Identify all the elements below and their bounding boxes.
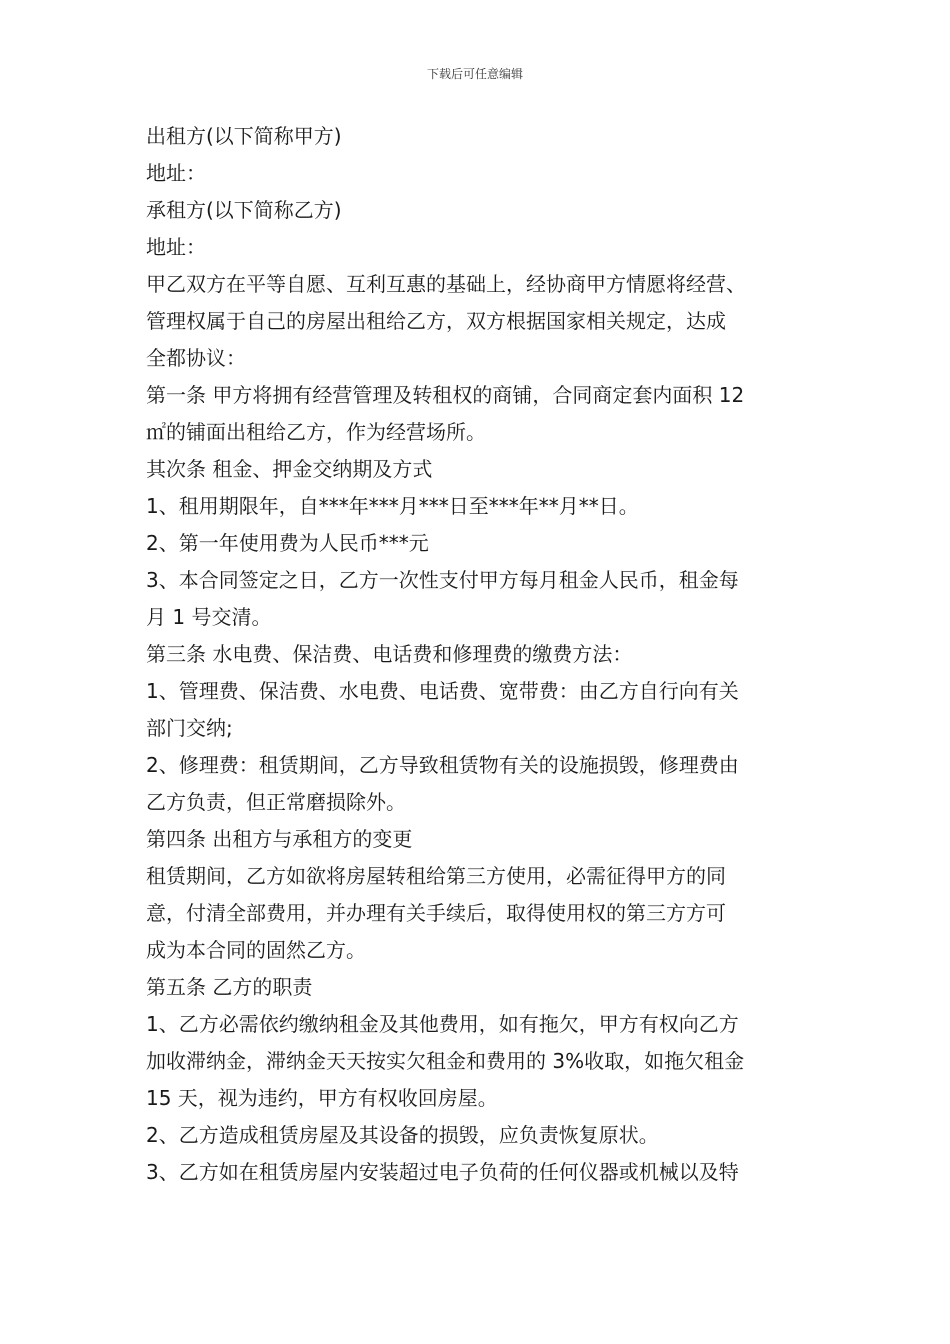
text-line: 第三条 水电费、保洁费、电话费和修理费的缴费方法： <box>146 642 633 666</box>
text-line: 出租方(以下简称甲方) <box>146 124 342 148</box>
text-line: 3、乙方如在租赁房屋内安装超过电子负荷的任何仪器或机械以及特 <box>146 1160 739 1184</box>
text-line: 2、乙方造成租赁房屋及其设备的损毁，应负责恢复原状。 <box>146 1123 659 1147</box>
text-line: 甲乙双方在平等自愿、互利互惠的基础上，经协商甲方情愿将经营、 <box>146 272 746 296</box>
text-line: 2、第一年使用费为人民币***元 <box>146 531 429 555</box>
text-line: 第五条 乙方的职责 <box>146 975 313 999</box>
text-line: 月 1 号交清。 <box>146 605 272 629</box>
text-line: 1、乙方必需依约缴纳租金及其他费用，如有拖欠，甲方有权向乙方 <box>146 1012 739 1036</box>
text-line: 租赁期间，乙方如欲将房屋转租给第三方使用，必需征得甲方的同 <box>146 864 726 888</box>
text-line: 加收滞纳金，滞纳金天天按实欠租金和费用的 3%收取，如拖欠租金 <box>146 1049 745 1073</box>
text-line: 第四条 出租方与承租方的变更 <box>146 827 413 851</box>
text-line: 全都协议： <box>146 346 246 370</box>
text-line: 3、本合同签定之日，乙方一次性支付甲方每月租金人民币，租金每 <box>146 568 739 592</box>
text-line: 其次条 租金、押金交纳期及方式 <box>146 457 433 481</box>
text-line: 承租方(以下简称乙方) <box>146 198 342 222</box>
text-line: 第一条 甲方将拥有经营管理及转租权的商铺，合同商定套内面积 12 <box>146 383 745 407</box>
text-line: 15 天，视为违约，甲方有权收回房屋。 <box>146 1086 498 1110</box>
text-line: 意，付清全部费用，并办理有关手续后，取得使用权的第三方方可 <box>146 901 726 925</box>
page-header-note: 下载后可任意编辑 <box>426 67 523 81</box>
text-line: 地址： <box>146 161 206 185</box>
text-line: 1、管理费、保洁费、水电费、电话费、宽带费：由乙方自行向有关 <box>146 679 739 703</box>
text-line: 管理权属于自己的房屋出租给乙方，双方根据国家相关规定，达成 <box>146 309 726 333</box>
text-line: 乙方负责，但正常磨损除外。 <box>146 790 406 814</box>
text-line: 部门交纳; <box>146 716 233 740</box>
text-line: 2、修理费：租赁期间，乙方导致租赁物有关的设施损毁，修理费由 <box>146 753 739 777</box>
text-line: 地址： <box>146 235 206 259</box>
text-line: 1、租用期限年，自***年***月***日至***年**月**日。 <box>146 494 639 518</box>
text-line: 成为本合同的固然乙方。 <box>146 938 366 962</box>
text-line: ㎡的铺面出租给乙方，作为经营场所。 <box>146 420 486 444</box>
document-body <box>146 118 816 1191</box>
